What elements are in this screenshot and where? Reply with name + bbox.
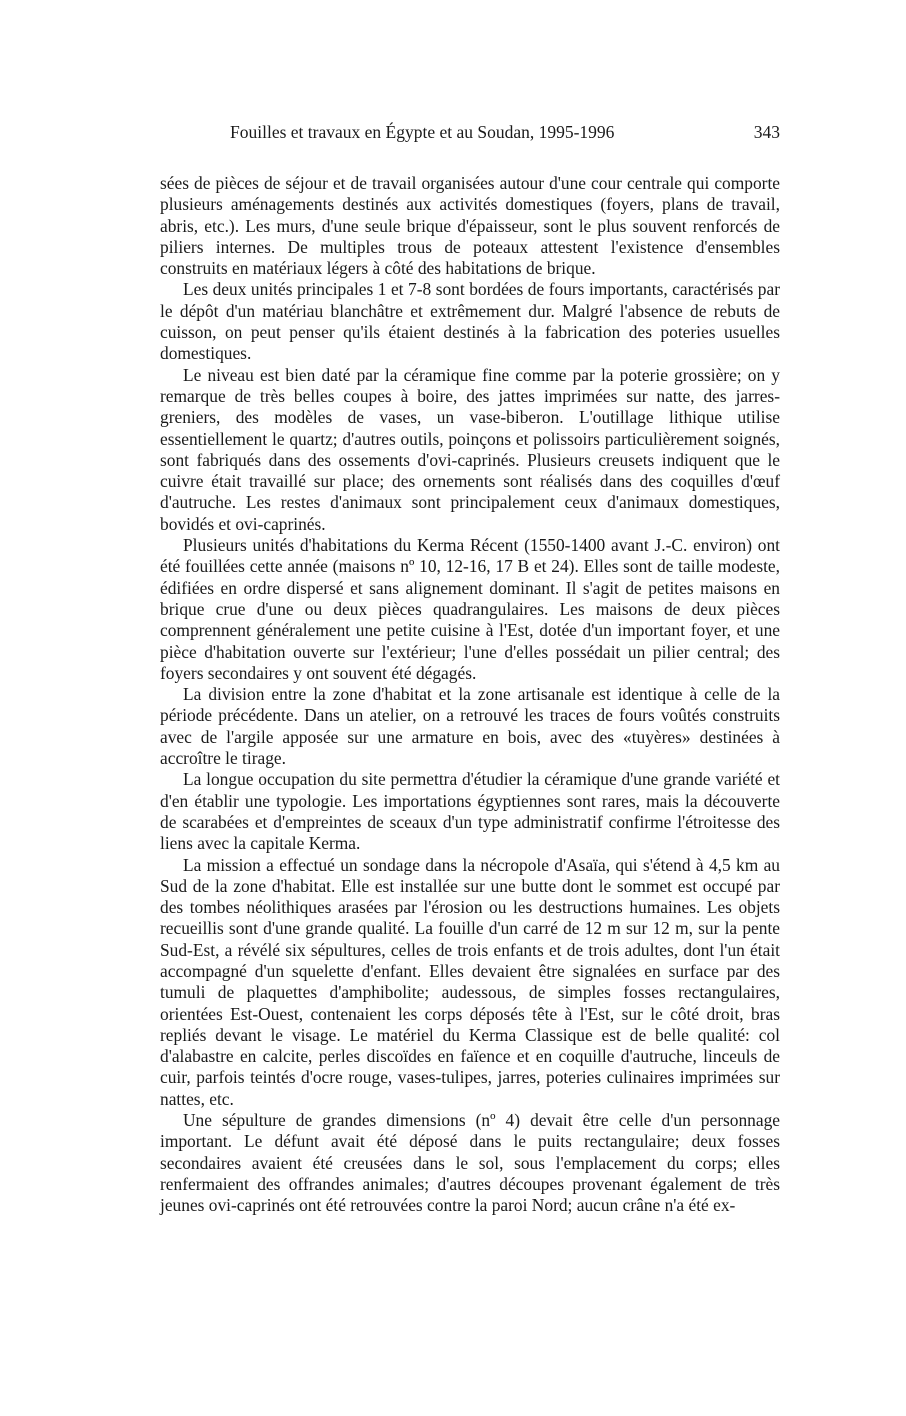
paragraph-typology: La longue occupation du site permettra d'étudier la céramique d'une grande variété et d'en établir une typologie. Les importations égyptiennes sont rares, mais la découverte de scarabées et d'empreintes de sceaux d'un type administratif confirme l'étroitesse des liens avec la capitale Kerma. (160, 769, 780, 854)
paragraph-continuation: sées de pièces de séjour et de travail organisées autour d'une cour centrale qui comporte plusieurs aménagements destinés aux activités domestiques (foyers, plans de travail, abris, etc.). Les murs, d'une seule brique d'épaisseur, sont le plus souvent renforcés de piliers internes. De multiples trous de poteaux attestent l'existence d'ensembles construits en matériaux légers à côté des habitations de brique. (160, 173, 780, 279)
paragraph-kerma-recent: Plusieurs unités d'habitations du Kerma Récent (1550-1400 avant J.-C. environ) ont été fouillées cette année (maisons nº 10, 12-16, 17 B et 24). Elles sont de taille modeste, édifiées en ordre dispersé et sans alignement dominant. Il s'agit de petites maisons en brique crue d'une ou deux pièces quadrangulaires. Les maisons de deux pièces comprennent généralement une petite cuisine à l'Est, dotée d'un important foyer, et une pièce d'habitation ouverte sur l'extérieur; l'une d'elles possédait un pilier central; des foyers secondaires y ont souvent été dégagés. (160, 535, 780, 683)
running-head (160, 120, 780, 144)
paragraph-burial-4: Une sépulture de grandes dimensions (nº 4) devait être celle d'un personnage important. Le défunt avait été déposé dans le puits rectangulaire; deux fosses secondaires avaient été creusées dans le sol, sous l'emplacement du corps; elles renfermaient des offrandes animales; d'autres découpes provenant également de très jeunes ovi-caprinés ont été retrouvées contre la paroi Nord; aucun crâne n'a été ex- (160, 1110, 780, 1216)
page-number: 343 (753, 122, 780, 142)
paragraph-workshop: La division entre la zone d'habitat et la zone artisanale est identique à celle de la période précédente. Dans un atelier, on a retrouvé les traces de fours voûtés construits avec de l'argile apposée sur une armature en bois, avec des «tuyères» destinées à accroître le tirage. (160, 684, 780, 769)
paragraph-kilns: Les deux unités principales 1 et 7-8 sont bordées de fours importants, caractérisés par le dépôt d'un matériau blanchâtre et extrêmement dur. Malgré l'absence de rebuts de cuisson, on peut penser qu'ils étaient destinés à la fabrication des poteries usuelles domestiques. (160, 279, 780, 364)
paragraph-necropolis: La mission a effectué un sondage dans la nécropole d'Asaïa, qui s'étend à 4,5 km au Sud de la zone d'habitat. Elle est installée sur une butte dont le sommet est occupé par des tombes néolithiques arasées par l'érosion ou les destructions humaines. Les objets recueillis sont d'une grande qualité. La fouille d'un carré de 12 m sur 12 m, sur la pente Sud-Est, a révélé six sépultures, celles de trois enfants et de trois adultes, dont l'un était accompagné d'un squelette d'enfant. Elles devaient être signalées en surface par des tumuli de plaquettes d'amphibolite; audessous, de simples fosses rectangulaires, orientées Est-Ouest, contenaient les corps déposés tête à l'Est, sur le côté droit, bras repliés devant le visage. Le matériel du Kerma Classique est de belle qualité: col d'alabastre en calcite, perles discoïdes en faïence et en coquille d'autruche, linceuls de cuir, parfois teintés d'ocre rouge, vases-tulipes, jarres, poteries culinaires imprimées sur nattes, etc. (160, 854, 780, 1109)
body-text (160, 173, 780, 1217)
paragraph-ceramics: Le niveau est bien daté par la céramique fine comme par la poterie grossière; on y remarque de très belles coupes à boire, des jattes imprimées sur natte, des jarres-greniers, des modèles de vases, un vase-biberon. L'outillage lithique utilise essentiellement le quartz; d'autres outils, poinçons et polissoirs particulièrement soignés, sont fabriqués dans des ossements d'ovi-caprinés. Plusieurs creusets indiquent que le cuivre était travaillé sur place; des ornements sont réalisés dans des coquilles d'œuf d'autruche. Les restes d'animaux sont principalement ceux d'animaux domestiques, bovidés et ovi-caprinés. (160, 364, 780, 534)
running-title: Fouilles et travaux en Égypte et au Soudan, 1995-1996 (230, 122, 615, 142)
